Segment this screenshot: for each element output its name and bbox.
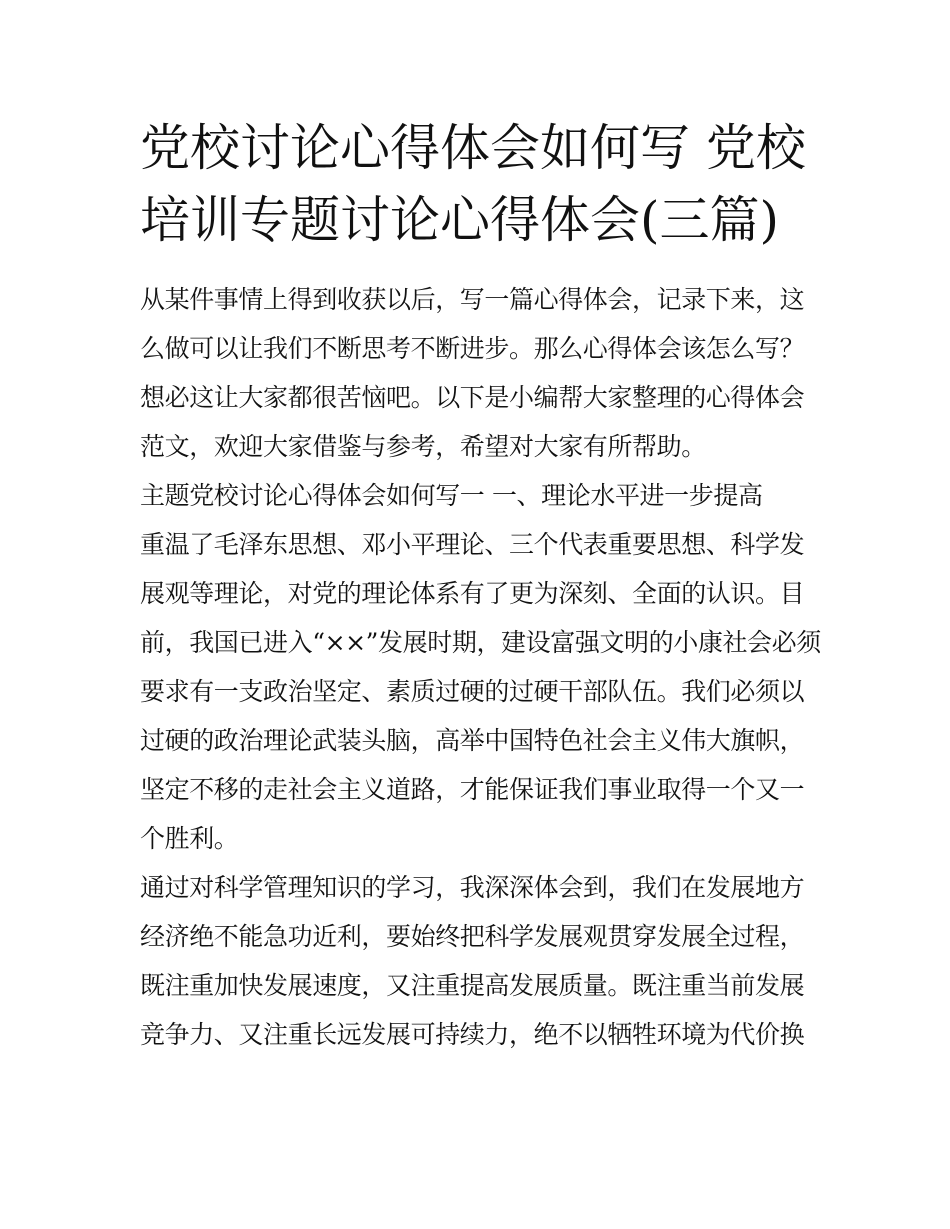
body-line: 坚定不移的走社会主义道路，才能保证我们事业取得一个又一 (140, 775, 805, 804)
title-line-1: 党校讨论心得体会如何写 党校 (140, 119, 806, 177)
body-line: 过硬的政治理论武装头脑，高举中国特色社会主义伟大旗帜， (140, 726, 805, 755)
body-line: 前，我国已进入“××”发展时期，建设富强文明的小康社会必须 (140, 628, 821, 657)
body-line: 要求有一支政治坚定、素质过硬的过硬干部队伍。我们必须以 (140, 677, 805, 706)
body-line: 通过对科学管理知识的学习，我深深体会到，我们在发展地方 (140, 873, 805, 902)
body-line: 范文，欢迎大家借鉴与参考，希望对大家有所帮助。 (140, 432, 706, 461)
document-title (140, 112, 830, 256)
body-line: 竞争力、又注重长远发展可持续力，绝不以牺牲环境为代价换 (140, 1020, 805, 1049)
body-line: 既注重加快发展速度，又注重提高发展质量。既注重当前发展 (140, 971, 805, 1000)
body-line: 想必这让大家都很苦恼吧。以下是小编帮大家整理的心得体会 (140, 383, 805, 412)
title-line-2: 培训专题讨论心得体会(三篇) (140, 191, 780, 249)
body-line: 展观等理论，对党的理论体系有了更为深刻、全面的认识。目 (140, 579, 805, 608)
body-line: 重温了毛泽东思想、邓小平理论、三个代表重要思想、科学发 (140, 530, 805, 559)
body-line: 经济绝不能急功近利，要始终把科学发展观贯穿发展全过程， (140, 922, 805, 951)
body-line: 么做可以让我们不断思考不断进步。那么心得体会该怎么写？ (140, 334, 805, 363)
section-heading-line: 主题党校讨论心得体会如何写一 一、理论水平进一步提高 (140, 481, 763, 510)
body-line: 个胜利。 (140, 824, 239, 853)
body-line: 从某件事情上得到收获以后，写一篇心得体会，记录下来，这 (140, 285, 805, 314)
